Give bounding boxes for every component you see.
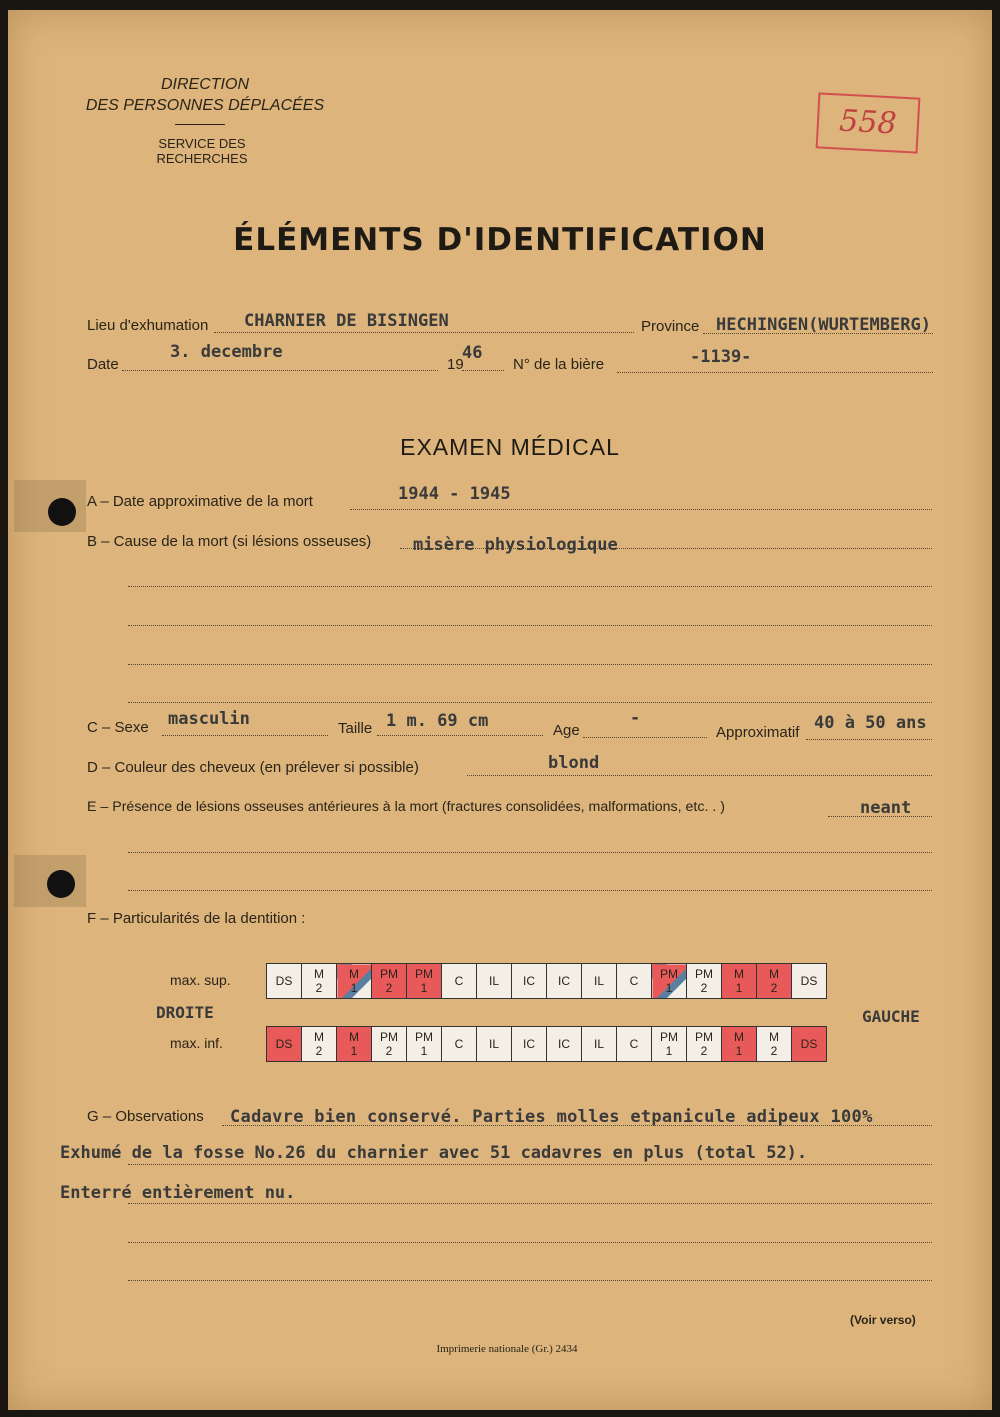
tooth-code: M [349, 1030, 359, 1044]
voir-verso: (Voir verso) [850, 1313, 916, 1327]
province-value: HECHINGEN(WURTEMBERG) [716, 315, 931, 335]
tooth-code: M [769, 967, 779, 981]
tooth-code: M [349, 967, 359, 981]
g-label: G – Observations [87, 1108, 204, 1125]
tooth-sup-4 [407, 964, 442, 999]
year-line [462, 370, 504, 371]
lieu-label: Lieu d'exhumation [87, 317, 209, 334]
header-divider [175, 124, 225, 125]
punch-hole-bottom [47, 870, 75, 898]
approx-line [806, 739, 932, 740]
year-prefix: 19 [447, 356, 464, 373]
tooth-number: 2 [770, 1044, 778, 1058]
printer-imprint: Imprimerie nationale (Gr.) 2434 [436, 1343, 578, 1355]
tooth-code: PM [415, 967, 433, 981]
tooth-code: M [769, 1030, 779, 1044]
b-line-3 [128, 625, 932, 626]
tooth-inf-13 [722, 1027, 757, 1062]
tooth-number: 2 [700, 1044, 708, 1058]
age-label: Age [553, 722, 580, 739]
f-label: F – Particularités de la dentition : [87, 910, 306, 927]
biere-line [617, 372, 933, 373]
tooth-code: DS [275, 1037, 293, 1051]
biere-value: -1139- [690, 347, 752, 367]
header-direction: DIRECTION [161, 76, 249, 93]
age-value: - [630, 708, 641, 728]
tooth-code: M [314, 1030, 324, 1044]
header-service: SERVICE DES RECHERCHES [156, 136, 248, 166]
droite-label: DROITE [156, 1003, 214, 1022]
approx-label: Approximatif [716, 724, 800, 741]
tooth-sup-8 [547, 964, 582, 999]
tooth-sup-1 [302, 964, 337, 999]
b-value: misère physiologique [413, 535, 618, 555]
taille-line [377, 735, 543, 736]
tooth-number: 2 [315, 981, 323, 995]
tooth-sup-11 [652, 964, 687, 999]
tooth-inf-3 [372, 1027, 407, 1062]
observation-line-3: Enterré entièrement nu. [60, 1183, 296, 1203]
tooth-number: 1 [420, 981, 428, 995]
tooth-code: IC [523, 1037, 535, 1051]
tooth-inf-0 [267, 1027, 302, 1062]
e-value: neant [860, 798, 912, 818]
d-line [467, 775, 932, 776]
a-value: 1944 - 1945 [398, 484, 511, 504]
tooth-inf-4 [407, 1027, 442, 1062]
g-line-5 [128, 1280, 932, 1281]
tooth-inf-6 [477, 1027, 512, 1062]
tooth-code: PM [380, 967, 398, 981]
tooth-inf-1 [302, 1027, 337, 1062]
tooth-number: 1 [665, 1044, 673, 1058]
e-line-3 [128, 890, 932, 891]
section-title: EXAMEN MÉDICAL [400, 434, 620, 460]
tooth-code: PM [415, 1030, 433, 1044]
tooth-number: 2 [315, 1044, 323, 1058]
tooth-sup-3 [372, 964, 407, 999]
tooth-number: 2 [385, 981, 393, 995]
tooth-inf-5 [442, 1027, 477, 1062]
tooth-sup-13 [722, 964, 757, 999]
tooth-code: C [629, 974, 639, 988]
tooth-number: 2 [770, 981, 778, 995]
gauche-label: GAUCHE [862, 1007, 920, 1026]
c-value: masculin [168, 709, 250, 729]
d-label: D – Couleur des cheveux (en prélever si possible) [87, 759, 419, 776]
page-title: ÉLÉMENTS D'IDENTIFICATION [233, 222, 767, 258]
date-label: Date [87, 356, 119, 373]
tooth-number: 1 [350, 981, 358, 995]
tooth-inf-11 [652, 1027, 687, 1062]
tooth-sup-6 [477, 964, 512, 999]
b-line-2 [128, 586, 932, 587]
a-label: A – Date approximative de la mort [87, 493, 313, 510]
approx-value: 40 à 50 ans [814, 713, 927, 733]
tooth-inf-14 [757, 1027, 792, 1062]
tooth-code: PM [660, 967, 678, 981]
tooth-inf-12 [687, 1027, 722, 1062]
tooth-code: PM [695, 967, 713, 981]
lieu-line [214, 332, 634, 333]
age-line [583, 737, 707, 738]
tooth-sup-9 [582, 964, 617, 999]
g-line-3 [128, 1203, 932, 1204]
punch-hole-top [48, 498, 76, 526]
b-line-5 [128, 702, 932, 703]
tooth-number: 2 [385, 1044, 393, 1058]
tooth-code: C [454, 1037, 464, 1051]
tooth-code: M [734, 967, 744, 981]
lower-teeth-chart [266, 1026, 827, 1062]
tooth-code: DS [800, 974, 818, 988]
tooth-code: IC [558, 1037, 570, 1051]
taille-label: Taille [338, 720, 373, 737]
tooth-sup-10 [617, 964, 652, 999]
g-line-4 [128, 1242, 932, 1243]
date-value: 3. decembre [170, 342, 283, 362]
tooth-sup-14 [757, 964, 792, 999]
date-line [122, 370, 438, 371]
tooth-inf-2 [337, 1027, 372, 1062]
upper-teeth-chart [266, 963, 827, 999]
tooth-sup-12 [687, 964, 722, 999]
tooth-code: IC [558, 974, 570, 988]
observation-line-1: Cadavre bien conservé. Parties molles etpanicule adipeux 100% [230, 1107, 873, 1127]
tooth-number: 1 [735, 981, 743, 995]
tooth-sup-2 [337, 964, 372, 999]
max-inf-label: max. inf. [170, 1035, 223, 1051]
tooth-inf-10 [617, 1027, 652, 1062]
taille-value: 1 m. 69 cm [386, 711, 489, 731]
b-line-4 [128, 664, 932, 665]
tooth-sup-0 [267, 964, 302, 999]
a-line [350, 509, 932, 510]
tooth-number: 1 [665, 981, 673, 995]
lieu-value: CHARNIER DE BISINGEN [244, 311, 449, 331]
tooth-code: DS [800, 1037, 818, 1051]
d-value: blond [548, 753, 600, 773]
tooth-inf-8 [547, 1027, 582, 1062]
tooth-code: IC [523, 974, 535, 988]
e-line-2 [128, 852, 932, 853]
observation-line-2: Exhumé de la fosse No.26 du charnier avec 51 cadavres en plus (total 52). [60, 1143, 808, 1163]
e-label: E – Présence de lésions osseuses antérieures à la mort (fractures consolidées, malformations, etc. . ) [87, 799, 725, 815]
tooth-number: 1 [420, 1044, 428, 1058]
tooth-code: C [629, 1037, 639, 1051]
tooth-sup-7 [512, 964, 547, 999]
tooth-code: PM [380, 1030, 398, 1044]
tooth-code: IL [593, 974, 604, 988]
tooth-code: PM [660, 1030, 678, 1044]
tooth-code: M [314, 967, 324, 981]
tooth-code: DS [275, 974, 293, 988]
tooth-code: M [734, 1030, 744, 1044]
stamp-number: 558 [816, 92, 921, 153]
tooth-number: 1 [350, 1044, 358, 1058]
g-line-2 [128, 1164, 932, 1165]
max-sup-label: max. sup. [170, 972, 231, 988]
province-label: Province [641, 318, 700, 335]
biere-label: N° de la bière [513, 356, 605, 373]
header-department: DES PERSONNES DÉPLACÉES [85, 97, 325, 114]
tooth-inf-15 [792, 1027, 827, 1062]
tooth-code: IL [488, 974, 499, 988]
tooth-number: 2 [700, 981, 708, 995]
c-line [162, 735, 328, 736]
tooth-code: PM [695, 1030, 713, 1044]
tooth-number: 1 [735, 1044, 743, 1058]
tooth-sup-15 [792, 964, 827, 999]
year-value: 46 [462, 343, 483, 363]
tooth-inf-7 [512, 1027, 547, 1062]
tooth-code: IL [593, 1037, 604, 1051]
tooth-code: C [454, 974, 464, 988]
tooth-inf-9 [582, 1027, 617, 1062]
tooth-code: IL [488, 1037, 499, 1051]
c-label: C – Sexe [87, 719, 149, 736]
b-label: B – Cause de la mort (si lésions osseuses) [87, 533, 372, 550]
tooth-sup-5 [442, 964, 477, 999]
